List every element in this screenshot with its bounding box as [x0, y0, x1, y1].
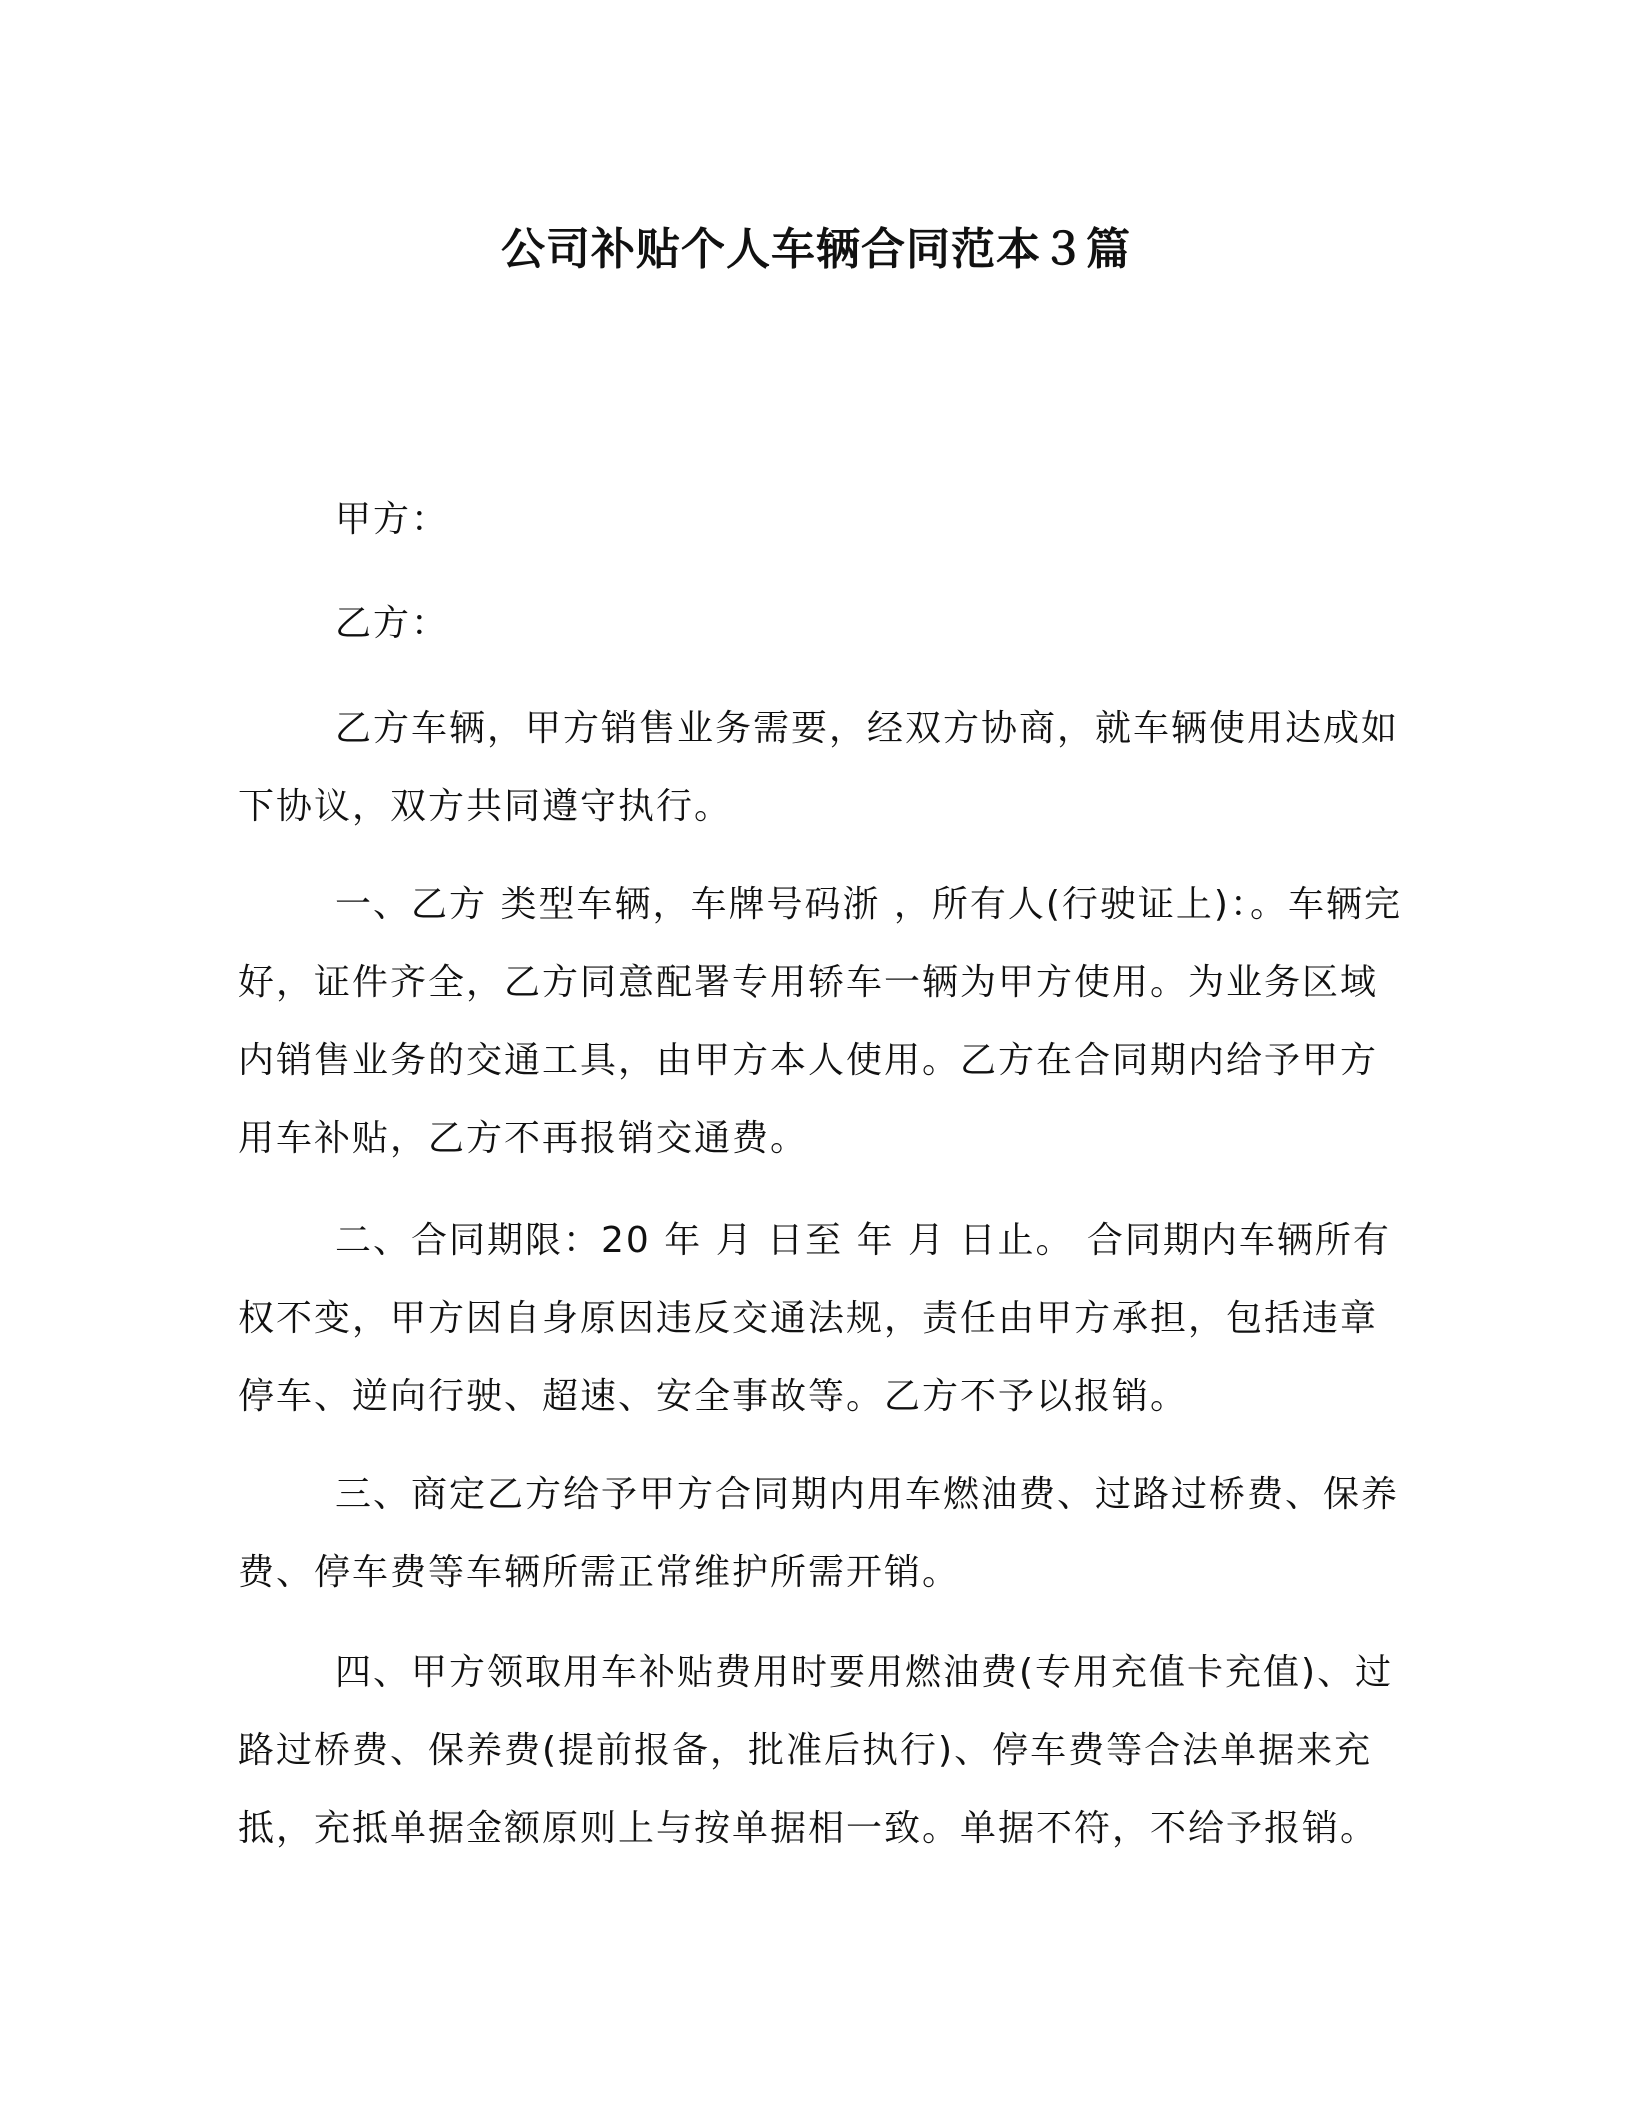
clause-1-paragraph: 一、乙方 类型车辆，车牌号码浙 ，所有人(行驶证上)：。车辆完好，证件齐全，乙方同意配署专用轿车一辆为甲方使用。为业务区域内销售业务的交通工具，由甲方本人使用。乙方在合同期内给予甲方用车补贴，乙方不再报销交通费。: [238, 884, 1402, 1159]
party-b-label: 乙方：: [335, 603, 450, 644]
intro-paragraph: 乙方车辆，甲方销售业务需要，经双方协商，就车辆使用达成如下协议，双方共同遵守执行。: [238, 708, 1400, 827]
clause-2-paragraph: 二、合同期限：20 年 月 日至 年 月 日止。 合同期内车辆所有权不变，甲方因自身原因违反交通法规，责任由甲方承担，包括违章停车、逆向行驶、超速、安全事故等。乙方不予以报销。: [238, 1220, 1391, 1417]
document-title: 公司补贴个人车辆合同范本３篇: [501, 224, 1131, 275]
party-a-label: 甲方：: [335, 499, 450, 540]
clause-4-paragraph: 四、甲方领取用车补贴费用时要用燃油费(专用充值卡充值)、过路过桥费、保养费(提前报备，批准后执行)、停车费等合法单据来充抵，充抵单据金额原则上与按单据相一致。单据不符，不给予报销。: [238, 1652, 1394, 1849]
clause-3-paragraph: 三、商定乙方给予甲方合同期内用车燃油费、过路过桥费、保养费、停车费等车辆所需正常维护所需开销。: [238, 1474, 1400, 1593]
